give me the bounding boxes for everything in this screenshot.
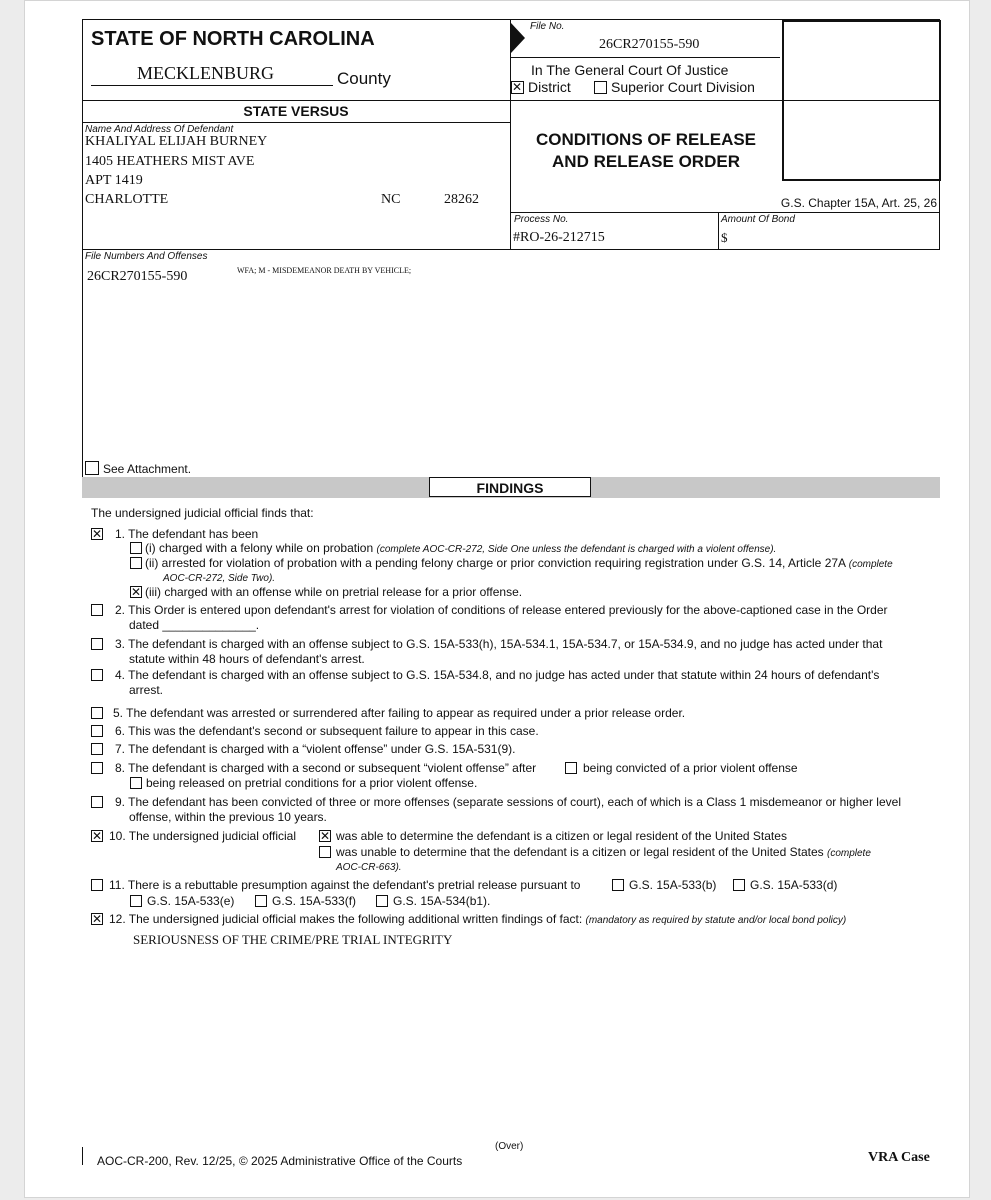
- finding-2-text: 2. This Order is entered upon defendant's arrest for violation of conditions of release entered previously for the above-captioned case in the Order: [115, 603, 888, 617]
- finding-1ii-checkbox[interactable]: [130, 557, 142, 569]
- finding-10b-note-a: (complete: [826, 848, 871, 859]
- finding-8a-checkbox[interactable]: [565, 762, 577, 774]
- vra-case: VRA Case: [868, 1150, 930, 1165]
- see-attachment-label: See Attachment.: [103, 462, 192, 476]
- state-versus-bottom: [82, 122, 510, 123]
- finding-11b1-checkbox[interactable]: [376, 895, 388, 907]
- finding-11d-checkbox[interactable]: [733, 879, 745, 891]
- defendant-zip: 28262: [444, 192, 479, 207]
- finding-12-note: (mandatory as required by statute and/or local bond policy): [585, 915, 847, 926]
- finding-1ii-note-a: (complete: [848, 559, 893, 570]
- finding-10b-note-b: AOC-CR-663).: [336, 862, 402, 873]
- finding-1i: [145, 541, 935, 557]
- finding-11d-text: G.S. 15A-533(d): [750, 878, 838, 892]
- court-of-justice: In The General Court Of Justice: [531, 62, 729, 78]
- finding-11b1-text: G.S. 15A-534(b1).: [393, 894, 491, 908]
- finding-11e-text: G.S. 15A-533(e): [147, 894, 235, 908]
- finding-8a-text: being convicted of a prior violent offense: [583, 761, 798, 775]
- finding-1ii-note-b: AOC-CR-272, Side Two).: [163, 573, 276, 584]
- header-bottom-line: [82, 249, 940, 250]
- finding-1iii-text: (iii) charged with an offense while on pretrial release for a prior offense.: [145, 585, 523, 599]
- finding-3-text: 3. The defendant is charged with an offense subject to G.S. 15A-533(h), 15A-534.1, 15A-534.7, or 15A-534.9, and no judge has acted under that: [115, 637, 883, 651]
- findings-heading: FINDINGS: [429, 477, 591, 497]
- finding-4-text: 4. The defendant is charged with an offense subject to G.S. 15A-534.8, and no judge has acted under that statute within 24 hours of defendant's: [115, 668, 880, 682]
- defendant-city: CHARLOTTE: [85, 192, 169, 207]
- form-id: AOC-CR-200, Rev. 12/25, © 2025 Administrative Office of the Courts: [97, 1154, 463, 1168]
- process-top-line: [510, 212, 940, 213]
- process-no-value: #RO-26-212715: [513, 230, 605, 245]
- seal-box: [782, 20, 941, 181]
- finding-9-text-cont: offense, within the previous 10 years.: [129, 810, 327, 824]
- findings-intro: The undersigned judicial official finds that:: [91, 506, 314, 520]
- finding-1i-text: (i) charged with a felony while on probation: [145, 541, 374, 555]
- file-no-label: File No.: [530, 21, 565, 32]
- process-no-label: Process No.: [514, 214, 569, 225]
- finding-2-checkbox[interactable]: [91, 604, 103, 616]
- finding-8b-checkbox[interactable]: [130, 777, 142, 789]
- header-left-border: [82, 19, 83, 497]
- finding-10b-text: was unable to determine that the defendant is a citizen or legal resident of the United States: [336, 845, 824, 859]
- finding-4-text-cont: arrest.: [129, 683, 164, 697]
- process-bond-divider: [718, 212, 719, 250]
- finding-12-written: SERIOUSNESS OF THE CRIME/PRE TRIAL INTEGRITY: [133, 932, 453, 947]
- finding-1i-checkbox[interactable]: [130, 542, 142, 554]
- finding-8-checkbox[interactable]: [91, 762, 103, 774]
- see-attachment-checkbox[interactable]: [85, 461, 99, 475]
- state-heading: STATE OF NORTH CAROLINA: [91, 28, 375, 50]
- finding-1-text: 1. The defendant has been: [115, 527, 259, 541]
- finding-11b-text: G.S. 15A-533(b): [629, 878, 717, 892]
- finding-5-checkbox[interactable]: [91, 707, 103, 719]
- bond-label: Amount Of Bond: [721, 214, 795, 225]
- finding-4-checkbox[interactable]: [91, 669, 103, 681]
- bond-value: $: [721, 230, 728, 245]
- offense-file-no: 26CR270155-590: [87, 269, 188, 284]
- finding-5-text: 5. The defendant was arrested or surrendered after failing to appear as required under a prior release order.: [113, 706, 686, 720]
- offense-description: WFA; M - MISDEMEANOR DEATH BY VEHICLE;: [237, 266, 412, 275]
- district-label: District: [528, 79, 571, 95]
- finding-12: [109, 912, 949, 928]
- district-checkbox[interactable]: [511, 81, 524, 94]
- finding-10-text: 10. The undersigned judicial official: [109, 829, 297, 843]
- finding-10b-checkbox[interactable]: [319, 846, 331, 858]
- finding-1iii-checkbox[interactable]: [130, 586, 142, 598]
- form-page: [24, 0, 970, 1198]
- superior-label: Superior Court Division: [611, 79, 755, 95]
- finding-12-text: 12. The undersigned judicial official makes the following additional written findings of fact:: [109, 912, 583, 926]
- title-line-1: CONDITIONS OF RELEASE: [535, 130, 757, 149]
- file-no-underline: [510, 57, 780, 58]
- state-versus-heading: STATE VERSUS: [243, 103, 349, 119]
- finding-7-text: 7. The defendant is charged with a “violent offense” under G.S. 15A-531(9).: [115, 742, 516, 756]
- finding-11f-checkbox[interactable]: [255, 895, 267, 907]
- finding-3-text-cont: statute within 48 hours of defendant's arrest.: [129, 652, 365, 666]
- finding-1-checkbox[interactable]: [91, 528, 103, 540]
- finding-9-checkbox[interactable]: [91, 796, 103, 808]
- title-line-2: AND RELEASE ORDER: [552, 152, 740, 171]
- defendant-state: NC: [381, 192, 401, 207]
- finding-11-checkbox[interactable]: [91, 879, 103, 891]
- finding-11b-checkbox[interactable]: [612, 879, 624, 891]
- finding-11f-text: G.S. 15A-533(f): [272, 894, 357, 908]
- finding-7-checkbox[interactable]: [91, 743, 103, 755]
- finding-2-dated: dated ______________.: [129, 618, 260, 632]
- county-name: MECKLENBURG: [137, 63, 275, 83]
- finding-1ii: [145, 556, 945, 572]
- finding-11-text: 11. There is a rebuttable presumption against the defendant's pretrial release pursuant to: [109, 878, 581, 892]
- finding-10a-checkbox[interactable]: [319, 830, 331, 842]
- over-note: (Over): [495, 1141, 524, 1152]
- footer-tick: [82, 1147, 83, 1165]
- county-underline: [91, 85, 333, 86]
- finding-10a-text: was able to determine the defendant is a citizen or legal resident of the United States: [336, 829, 787, 843]
- offenses-label: File Numbers And Offenses: [85, 251, 208, 262]
- finding-6-checkbox[interactable]: [91, 725, 103, 737]
- finding-11e-checkbox[interactable]: [130, 895, 142, 907]
- superior-checkbox[interactable]: [594, 81, 607, 94]
- finding-1ii-text: (ii) arrested for violation of probation with a pending felony charge or prior conviction requiring registration under G.S. 14, Article 27A: [145, 556, 846, 570]
- defendant-address1: 1405 HEATHERS MIST AVE: [85, 154, 255, 169]
- defendant-address2: APT 1419: [85, 173, 143, 188]
- finding-3-checkbox[interactable]: [91, 638, 103, 650]
- finding-8b-text: being released on pretrial conditions for a prior violent offense.: [146, 776, 478, 790]
- finding-10-checkbox[interactable]: [91, 830, 103, 842]
- defendant-name: KHALIYAL ELIJAH BURNEY: [85, 134, 268, 149]
- finding-8-text: 8. The defendant is charged with a second or subsequent “violent offense” after: [115, 761, 537, 775]
- finding-9-text: 9. The defendant has been convicted of three or more offenses (separate sessions of court), each of which is a Class 1 misdemeanor or higher level: [115, 795, 901, 809]
- defendant-label: Name And Address Of Defendant: [85, 124, 234, 135]
- finding-10b: [336, 845, 941, 861]
- county-label: County: [337, 69, 391, 88]
- statute-ref: G.S. Chapter 15A, Art. 25, 26: [780, 196, 937, 210]
- finding-12-checkbox[interactable]: [91, 913, 103, 925]
- file-no-value: 26CR270155-590: [599, 37, 700, 52]
- file-arrow-icon: [511, 23, 525, 53]
- finding-6-text: 6. This was the defendant's second or subsequent failure to appear in this case.: [115, 724, 539, 738]
- finding-1i-note: (complete AOC-CR-272, Side One unless the defendant is charged with a violent offense).: [376, 544, 777, 555]
